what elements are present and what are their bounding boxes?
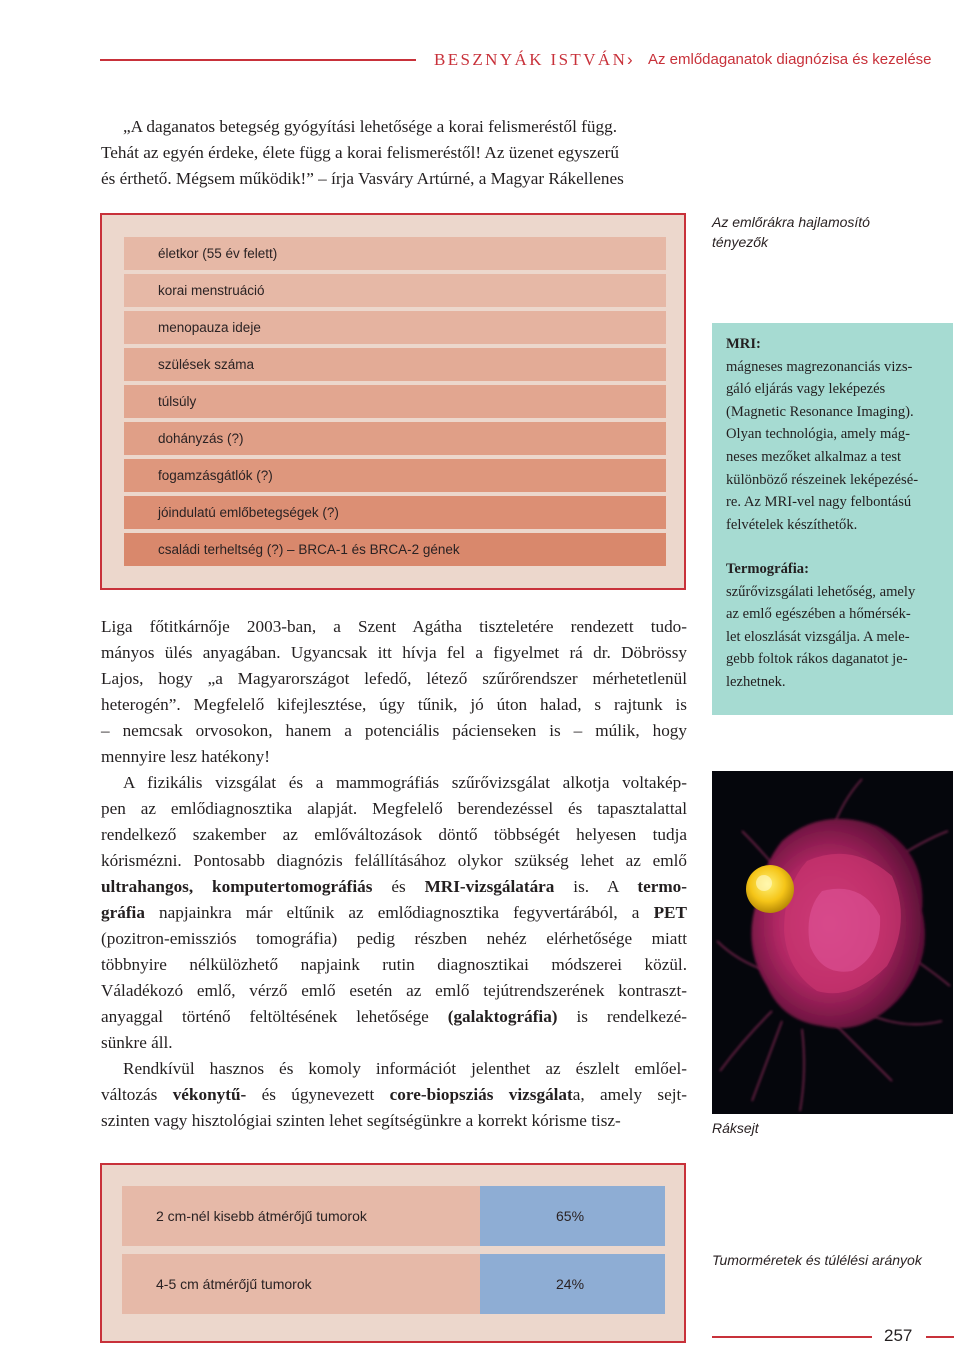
text-run: többnyire nélkülözhető napjaink rutin diagnosztikai módszerei közül. xyxy=(101,955,687,974)
text-run: a, amely sejt- xyxy=(572,1085,687,1104)
body-line xyxy=(101,770,687,796)
text-run: kórismézni. Pontosabb diagnózis felállításához olykor szükség lehet az emlő xyxy=(101,851,687,870)
body-line xyxy=(101,1082,687,1108)
mri-title: MRI: xyxy=(726,336,761,352)
info-line: (Magnetic Resonance Imaging). xyxy=(726,403,914,420)
risk-factor-label: korai menstruáció xyxy=(158,283,265,298)
risk-factor-row xyxy=(124,348,666,381)
risk-factor-label: dohányzás (?) xyxy=(158,431,244,446)
text-run: Váladékozó emlő, vérző emlő esetén az emlő tejútrendszerének kontraszt- xyxy=(101,981,687,1000)
text-run: Lajos, hogy „a Magyarországot lefedő, létező szűrőrendszer mérhetetlenül xyxy=(101,669,687,688)
body-line xyxy=(101,692,687,718)
risk-factor-row xyxy=(124,385,666,418)
survival-rate-value: 24% xyxy=(480,1254,665,1314)
main-body-text xyxy=(101,614,687,1134)
risk-factor-label: jóindulatú emlőbetegségek (?) xyxy=(158,505,339,520)
intro-paragraph xyxy=(101,114,687,192)
risk-factor-row xyxy=(124,459,666,492)
risk-factor-label: fogamzásgátlók (?) xyxy=(158,468,273,483)
bold-term: PET xyxy=(653,903,687,922)
bold-term: vékonytű- xyxy=(172,1085,247,1104)
risk-factor-label: túlsúly xyxy=(158,394,197,409)
header-chevron-icon: › xyxy=(627,50,633,69)
intro-line: és érthető. Mégsem működik!” – írja Vasváry Artúrné, a Magyar Rákellenes xyxy=(101,169,624,188)
header-author: BESZNYÁK ISTVÁN xyxy=(434,50,628,69)
body-line xyxy=(101,1030,687,1056)
body-line xyxy=(101,900,687,926)
image-caption: Ráksejt xyxy=(712,1120,759,1136)
text-run: A fizikális vizsgálat és a mammográfiás szűrővizsgálat alkotja voltakép- xyxy=(123,773,687,792)
risk-factor-row xyxy=(124,496,666,529)
body-line xyxy=(101,744,687,770)
risk-factor-row xyxy=(124,274,666,307)
bold-term: (galaktográfia) xyxy=(447,1007,558,1026)
tumor-size-label: 2 cm-nél kisebb átmérőjű tumorok xyxy=(122,1186,480,1246)
info-line: mágneses magrezonanciás vizs- xyxy=(726,358,913,375)
risk-factor-label: életkor (55 év felett) xyxy=(158,246,278,261)
thermo-title: Termográfia: xyxy=(726,561,809,577)
table-row xyxy=(122,1186,665,1246)
footer-rule-left xyxy=(712,1336,872,1338)
info-line: felvételek készíthetők. xyxy=(726,516,858,533)
text-run: is. A xyxy=(554,877,638,896)
text-run: heterogén”. Megfelelő kifejlesztése, úgy tűnik, jó úton halad, s rajtunk is xyxy=(101,695,687,714)
risk-factor-label: családi terheltség (?) – BRCA-1 és BRCA-2 gének xyxy=(158,542,460,557)
risk-factor-label: szülések száma xyxy=(158,357,255,372)
body-line xyxy=(101,614,687,640)
tumor-table-caption: Tumorméretek és túlélési arányok xyxy=(712,1252,922,1268)
cancer-cell-image xyxy=(712,771,953,1114)
body-line xyxy=(101,874,687,900)
body-line xyxy=(101,952,687,978)
info-line: különböző részeinek leképezésé- xyxy=(726,471,919,488)
info-line: lezhetnek. xyxy=(726,673,786,690)
body-line xyxy=(101,640,687,666)
page-number: 257 xyxy=(884,1326,913,1345)
risk-factor-row xyxy=(124,533,666,566)
mri-description xyxy=(726,356,944,537)
info-line: gáló eljárás vagy leképezés xyxy=(726,381,886,398)
bold-term: ultrahangos, komputertomográfiás xyxy=(101,877,373,896)
risk-factor-row xyxy=(124,422,666,455)
header-title: Az emlődaganatok diagnózisa és kezelése xyxy=(648,51,932,68)
text-run: Rendkívül hasznos és komoly információt jelenthet az észlelt emlőel- xyxy=(123,1059,687,1078)
risk-factor-label: menopauza ideje xyxy=(158,320,261,335)
body-line xyxy=(101,926,687,952)
body-line xyxy=(101,848,687,874)
body-line xyxy=(101,1056,687,1082)
body-line xyxy=(101,1108,687,1134)
intro-line: Tehát az egyén érdeke, élete függ a korai felismeréstől! Az üzenet egyszerű xyxy=(101,143,619,162)
info-line: let eloszlását vizsgálja. A mele- xyxy=(726,628,910,645)
thermo-description xyxy=(726,581,944,694)
bold-term: termo- xyxy=(637,877,687,896)
text-run: mányos ülés anyagában. Ugyancsak itt hívja fel a figyelmet rá dr. Döbrössy xyxy=(101,643,687,662)
text-run: Liga főtitkárnője 2003-ban, a Szent Agátha tiszteletére rendezett tudo- xyxy=(101,617,687,636)
bold-term: gráfia xyxy=(101,903,145,922)
footer-rule-right xyxy=(926,1336,954,1338)
text-run: és xyxy=(372,877,425,896)
text-run: is rendelkezé- xyxy=(557,1007,687,1026)
text-run: anyaggal történő feltöltésének lehetősége xyxy=(101,1007,448,1026)
body-line xyxy=(101,978,687,1004)
tumor-survival-table xyxy=(100,1163,686,1343)
header-rule-left xyxy=(100,59,416,61)
text-run: pen az emlődiagnosztika alapját. Megfelelő berendezéssel és tapasztalattal xyxy=(101,799,687,818)
body-line xyxy=(101,718,687,744)
risk-factors-box xyxy=(100,213,686,590)
text-run: mennyire lesz hatékony! xyxy=(101,747,270,766)
intro-line: „A daganatos betegség gyógyítási lehetősége a korai felismeréstől függ. xyxy=(123,117,617,136)
text-run: (pozitron-emissziós tomográfia) pedig részben nehéz elérhetősége miatt xyxy=(101,929,687,948)
info-line: az emlő egészében a hőmérsék- xyxy=(726,606,911,623)
body-line xyxy=(101,666,687,692)
cancer-cell-illustration xyxy=(712,771,953,1114)
risk-factor-row xyxy=(124,311,666,344)
text-run: – nemcsak orvosokon, hanem a potenciális pácienseken is – múlik, hogy xyxy=(101,721,687,740)
info-line: re. Az MRI-vel nagy felbontású xyxy=(726,494,912,511)
thermo-block xyxy=(726,558,944,694)
body-line xyxy=(101,822,687,848)
info-line: Olyan technológia, amely mág- xyxy=(726,426,910,443)
text-run: szinten vagy hisztológiai szinten lehet segítségünkre a korrekt kórisme tisz- xyxy=(101,1111,621,1130)
table-row xyxy=(122,1254,665,1314)
risk-factors-caption: Az emlőrákra hajlamosító tényezők xyxy=(712,214,870,250)
mri-block xyxy=(726,333,944,536)
survival-rate-value: 65% xyxy=(480,1186,665,1246)
text-run: változás xyxy=(101,1085,173,1104)
bold-term: MRI-vizsgálatára xyxy=(424,877,555,896)
risk-factor-row xyxy=(124,237,666,270)
info-box xyxy=(712,323,953,715)
text-run: rendelkező szakember az emlőváltozások döntő többségét helyesen tudja xyxy=(101,825,687,844)
info-line: szűrővizsgálati lehetőség, amely xyxy=(726,583,916,600)
info-line: gebb foltok rákos daganatot je- xyxy=(726,651,908,668)
body-line xyxy=(101,1004,687,1030)
text-run: sünkre áll. xyxy=(101,1033,173,1052)
info-line: neses mezőket alkalmaz a test xyxy=(726,448,902,465)
text-run: és úgynevezett xyxy=(246,1085,390,1104)
text-run: napjainkra már eltűnik az emlődiagnosztika fegyvertárából, a xyxy=(144,903,654,922)
body-line xyxy=(101,796,687,822)
tumor-size-label: 4-5 cm átmérőjű tumorok xyxy=(122,1254,480,1314)
bold-term: core-biopsziás vizsgálat xyxy=(389,1085,573,1104)
